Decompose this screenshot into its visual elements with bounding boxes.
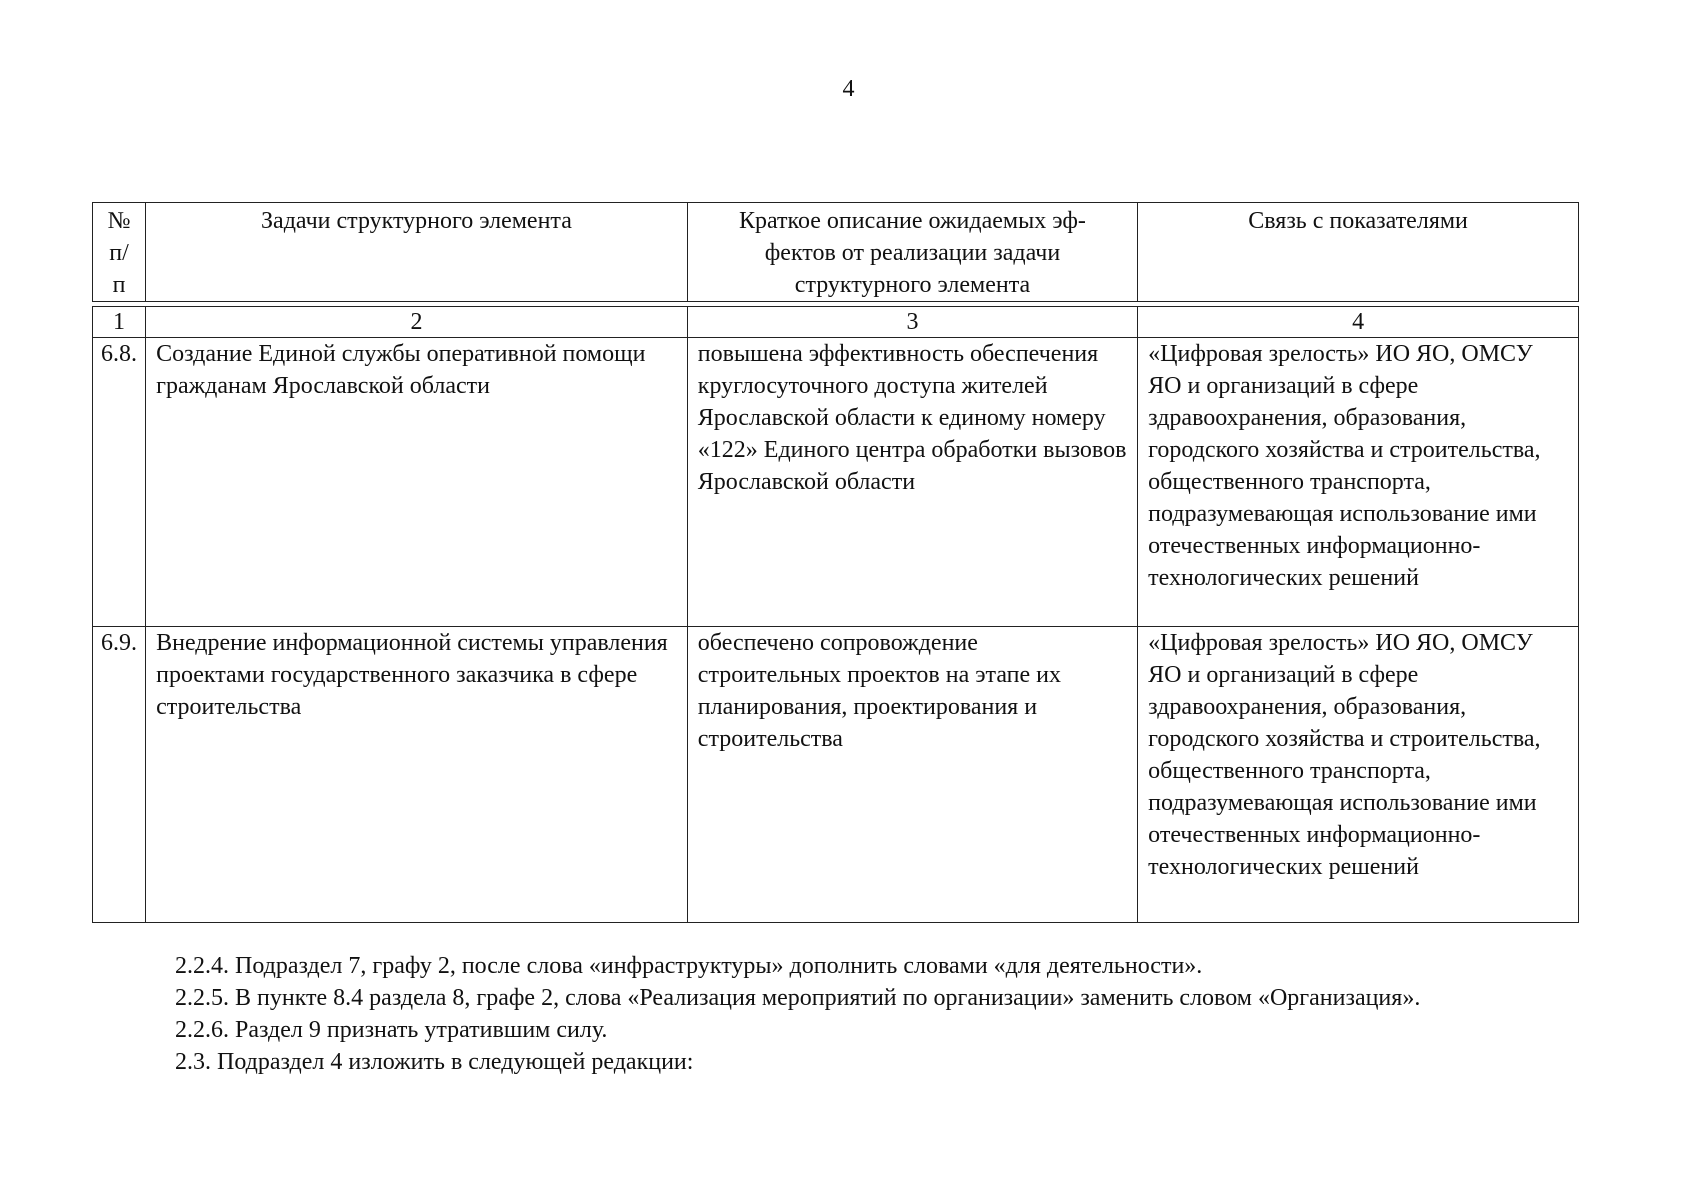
paragraph-2-2-6: 2.2.6. Раздел 9 признать утратившим силу. (175, 1017, 608, 1043)
column-numbering-row (93, 307, 1579, 338)
column-number-4: 4 (1138, 307, 1579, 338)
header-tasks: Задачи структурного элемента (146, 203, 688, 302)
row-number: 6.8. (93, 338, 146, 627)
row-number: 6.9. (93, 627, 146, 923)
row-task: Создание Единой службы оперативной помощи гражданам Ярославской области (146, 338, 688, 627)
row-effect: повышена эффективность обеспечения круглосуточного доступа жителей Ярославской области к единому номеру «122» Единого центра обработки вызовов Ярославской области (687, 338, 1137, 627)
table-row (93, 338, 1579, 627)
header-effects-line3: структурного элемента (794, 272, 1031, 298)
paragraph-2-3: 2.3. Подраздел 4 изложить в следующей редакции: (175, 1049, 694, 1075)
column-number-2: 2 (146, 307, 688, 338)
header-number (93, 203, 146, 302)
row-effect: обеспечено сопровождение строительных проектов на этапе их планирования, проектирования и строительства (687, 627, 1137, 923)
header-effects-line2: фектов от реализации задачи (764, 240, 1061, 266)
paragraph-2-2-4: 2.2.4. Подраздел 7, графу 2, после слова «инфраструктуры» дополнить словами «для деятельности». (175, 953, 1203, 979)
page-number: 4 (842, 76, 855, 102)
column-number-1: 1 (93, 307, 146, 338)
header-indicators: Связь с показателями (1138, 203, 1579, 302)
table-row (93, 627, 1579, 923)
row-task: Внедрение информационной системы управления проектами государственного заказчика в сфере строительства (146, 627, 688, 923)
paragraph-2-2-5: 2.2.5. В пункте 8.4 раздела 8, графе 2, слова «Реализация мероприятий по организации» заменить словом «Организация». (175, 985, 1421, 1011)
header-number-line2: п/п (109, 240, 129, 298)
body-text (105, 950, 1580, 1078)
header-number-line1: № (107, 208, 131, 234)
header-effects (687, 203, 1137, 302)
row-indicator-link: «Цифровая зрелость» ИО ЯО, ОМСУ ЯО и организаций в сфере здравоохранения, образования, городского хозяйства и строительства, общественного транспорта, подразумевающая использование ими отечественных информационно-технологических решений (1138, 338, 1579, 627)
row-indicator-link: «Цифровая зрелость» ИО ЯО, ОМСУ ЯО и организаций в сфере здравоохранения, образования, городского хозяйства и строительства, общественного транспорта, подразумевающая использование ими отечественных информационно-технологических решений (1138, 627, 1579, 923)
structural-element-table (92, 202, 1579, 923)
header-effects-line1: Краткое описание ожидаемых эф- (739, 208, 1086, 234)
table-header-row (93, 203, 1579, 302)
column-number-3: 3 (687, 307, 1137, 338)
